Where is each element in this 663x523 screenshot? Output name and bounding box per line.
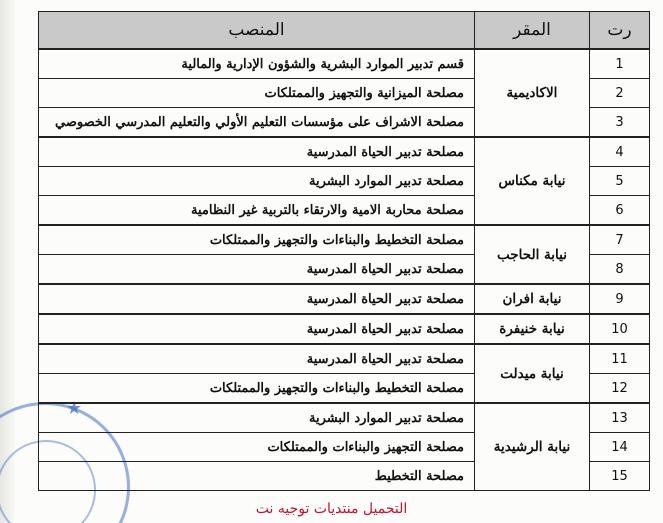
header-location: المقر	[475, 12, 590, 50]
row-number: 14	[590, 433, 650, 462]
table-row	[39, 284, 650, 314]
row-number: 10	[590, 314, 650, 344]
row-position: مصلحة التخطيط والبناءات والتجهيز والممتلكات	[39, 225, 475, 255]
table-group	[39, 137, 650, 225]
row-location: الاكاديمية	[475, 49, 590, 137]
table-row	[39, 314, 650, 344]
table-group	[39, 403, 650, 491]
row-position: مصلحة تدبير الحياة المدرسية	[39, 284, 475, 314]
row-position: مصلحة تدبير الحياة المدرسية	[39, 314, 475, 344]
table-group	[39, 284, 650, 314]
row-location: نيابة خنيفرة	[475, 314, 590, 344]
row-number: 1	[590, 49, 650, 79]
row-number: 3	[590, 108, 650, 138]
row-location: نيابة افران	[475, 284, 590, 314]
row-position: مصلحة التجهيز والبناءات والممتلكات	[39, 433, 475, 462]
table-group	[39, 314, 650, 344]
row-position: مصلحة تدبير الحياة المدرسية	[39, 255, 475, 285]
table-row	[39, 344, 650, 374]
row-position: مصلحة تدبير الحياة المدرسية	[39, 344, 475, 374]
row-position: مصلحة تدبير الموارد البشرية	[39, 403, 475, 433]
row-location: نيابة الحاجب	[475, 225, 590, 284]
table-row	[39, 137, 650, 167]
table-group	[39, 49, 650, 137]
row-number: 6	[590, 196, 650, 226]
table-row	[39, 49, 650, 79]
row-position: مصلحة التخطيط	[39, 462, 475, 491]
row-number: 13	[590, 403, 650, 433]
row-position: مصلحة محاربة الامية والارتقاء بالتربية غير النظامية	[39, 196, 475, 226]
row-number: 4	[590, 137, 650, 167]
table-row	[39, 403, 650, 433]
row-number: 12	[590, 374, 650, 404]
table-group	[39, 225, 650, 284]
row-number: 11	[590, 344, 650, 374]
row-location: نيابة ميدلت	[475, 344, 590, 403]
row-position: مصلحة تدبير الحياة المدرسية	[39, 137, 475, 167]
row-number: 5	[590, 167, 650, 196]
header-position: المنصب	[39, 12, 475, 50]
positions-table	[38, 11, 650, 491]
stamp-star-icon: ★	[66, 398, 83, 419]
row-number: 2	[590, 79, 650, 108]
table-header-row	[39, 12, 650, 50]
row-position: مصلحة التخطيط والبناءات والتجهيز والممتلكات	[39, 374, 475, 404]
table-group	[39, 344, 650, 403]
row-position: قسم تدبير الموارد البشرية والشؤون الإدارية والمالية	[39, 49, 475, 79]
row-position: مصلحة تدبير الموارد البشرية	[39, 167, 475, 196]
row-location: نيابة الرشيدية	[475, 403, 590, 491]
table-row	[39, 225, 650, 255]
row-number: 7	[590, 225, 650, 255]
row-position: مصلحة الميزانية والتجهيز والممتلكات	[39, 79, 475, 108]
header-number: رت	[590, 12, 650, 50]
row-location: نيابة مكناس	[475, 137, 590, 225]
footer-watermark-text: التحميل منتديات توجيه نت	[255, 501, 408, 517]
row-number: 9	[590, 284, 650, 314]
row-number: 15	[590, 462, 650, 491]
row-number: 8	[590, 255, 650, 285]
row-position: مصلحة الاشراف على مؤسسات التعليم الأولي والتعليم المدرسي الخصوصي	[39, 108, 475, 138]
